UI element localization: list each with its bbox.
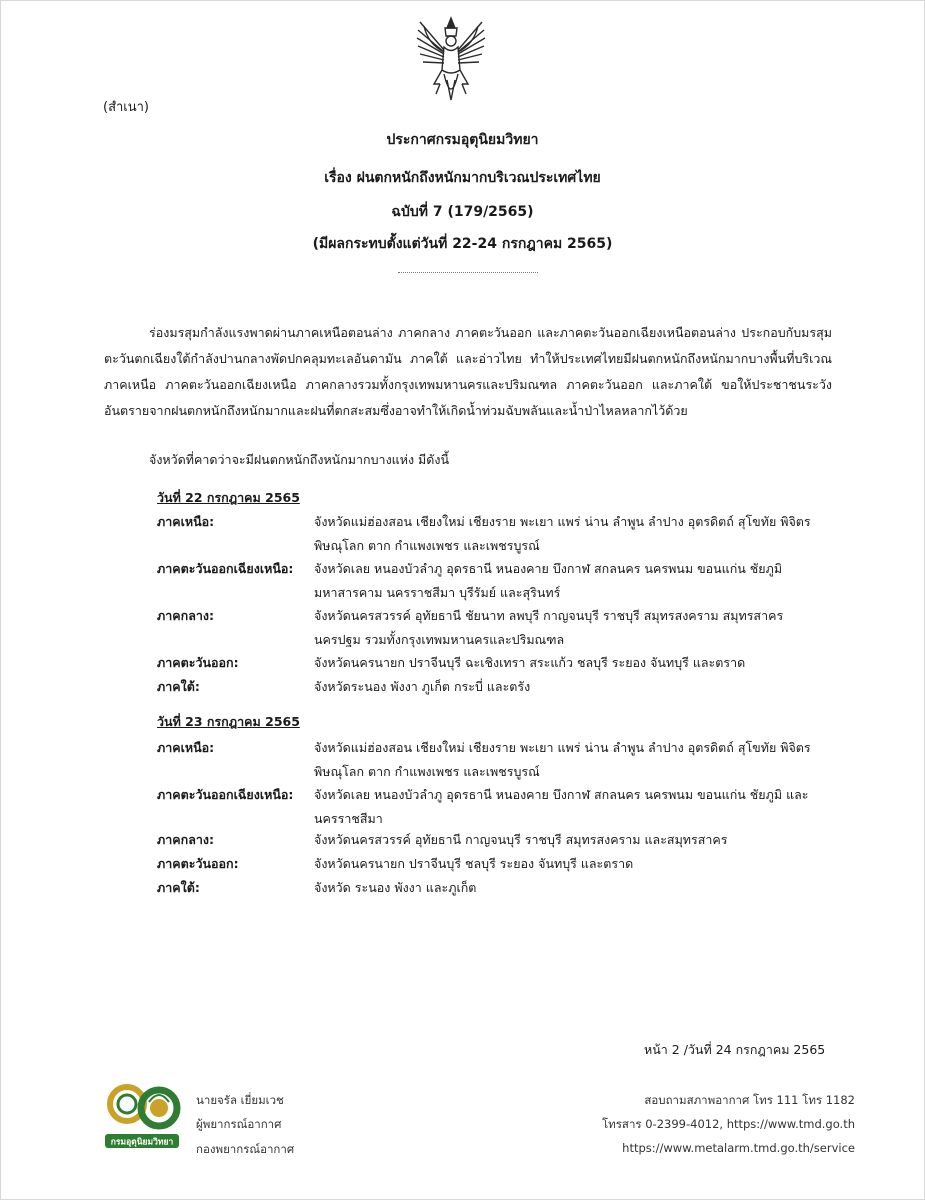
announcement-subject: เรื่อง ฝนตกหนักถึงหนักมากบริเวณประเทศไทย: [324, 170, 601, 186]
effective-period: (มีผลกระทบตั้งแต่วันที่ 22-24 กรกฎาคม 2565): [312, 236, 613, 252]
region-name: ภาคใต้:: [157, 880, 200, 895]
announcement-title: ประกาศกรมอุตุนิยมวิทยา: [386, 132, 539, 148]
region-provinces: จังหวัด ระนอง พังงา และภูเก็ต: [314, 880, 477, 895]
region-name: ภาคตะวันออกเฉียงเหนือ:: [157, 787, 294, 802]
signer-name: นายจรัล เยี่ยมเวช: [196, 1093, 284, 1107]
contact-fax-web: โทรสาร 0-2399-4012, https://www.tmd.go.th: [602, 1117, 855, 1131]
region-provinces: จังหวัดเลย หนองบัวลำภู อุดรธานี หนองคาย บึงกาฬ สกลนคร นครพนม ขอนแก่น ชัยภูมิ มหาสารคาม นครราชสีมา บุรีรัมย์ และสุรินทร์: [314, 561, 783, 600]
region-name: ภาคตะวันออก:: [157, 655, 239, 670]
region-provinces: จังหวัดนครสวรรค์ อุทัยธานี กาญจนบุรี ราชบุรี สมุทรสงคราม และสมุทรสาคร: [314, 832, 728, 847]
region-provinces: จังหวัดนครนายก ปราจีนบุรี ชลบุรี ระยอง จันทบุรี และตราด: [314, 856, 634, 871]
region-provinces: จังหวัดแม่ฮ่องสอน เชียงใหม่ เชียงราย พะเยา แพร่ น่าน ลำพูน ลำปาง อุตรดิตถ์ สุโขทัย พิจิตร พิษณุโลก ตาก กำแพงเพชร และเพชรบูรณ์: [314, 740, 811, 779]
logo-label: กรมอุตุนิยมวิทยา: [110, 1137, 174, 1148]
signer-department: กองพยากรณ์อากาศ: [196, 1142, 295, 1156]
region-provinces: จังหวัดเลย หนองบัวลำภู อุดรธานี หนองคาย บึงกาฬ สกลนคร นครพนม ขอนแก่น ชัยภูมิ และนครราชสีมา: [314, 787, 809, 826]
region-provinces: จังหวัดนครสวรรค์ อุทัยธานี ชัยนาท ลพบุรี กาญจนบุรี ราชบุรี สมุทรสงคราม สมุทรสาคร นครปฐม รวมทั้งกรุงเทพมหานครและปริมณฑล: [314, 608, 784, 647]
region-name: ภาคตะวันออกเฉียงเหนือ:: [157, 561, 294, 576]
province-intro: จังหวัดที่คาดว่าจะมีฝนตกหนักถึงหนักมากบางแห่ง มีดังนี้: [149, 452, 450, 467]
region-provinces: จังหวัดแม่ฮ่องสอน เชียงใหม่ เชียงราย พะเยา แพร่ น่าน ลำพูน ลำปาง อุตรดิตถ์ สุโขทัย พิจิตร พิษณุโลก ตาก กำแพงเพชร และเพชรบูรณ์: [314, 514, 811, 553]
page-number-date: หน้า 2 /วันที่ 24 กรกฎาคม 2565: [644, 1042, 826, 1057]
contact-service-url: https://www.metalarm.tmd.go.th/service: [622, 1141, 855, 1155]
signer-position: ผู้พยากรณ์อากาศ: [196, 1117, 282, 1131]
region-name: ภาคกลาง:: [157, 832, 214, 847]
title-divider: [398, 272, 538, 273]
announcement-issue: ฉบับที่ 7 (179/2565): [391, 204, 534, 220]
region-name: ภาคตะวันออก:: [157, 856, 239, 871]
region-name: ภาคกลาง:: [157, 608, 214, 623]
day-heading: วันที่ 22 กรกฎาคม 2565: [157, 490, 300, 505]
copy-label: (สำเนา): [103, 100, 150, 115]
garuda-emblem-icon: [414, 14, 488, 106]
day-heading: วันที่ 23 กรกฎาคม 2565: [157, 714, 300, 729]
region-name: ภาคเหนือ:: [157, 740, 215, 755]
body-paragraph: ร่องมรสุมกำลังแรงพาดผ่านภาคเหนือตอนล่าง ภาคกลาง ภาคตะวันออก และภาคตะวันออกเฉียงเหนือตอนล่าง ประกอบกับมรสุมตะวันตกเฉียงใต้กำลังปานกลางพัดปกคลุมทะเลอันดามัน ภาคใต้ และอ่าวไทย ทำให้ประเทศไทยมีฝนตกหนักถึงหนักมากบางพื้นที่บริเวณภาคเหนือ ภาคตะวันออกเฉียงเหนือ ภาคกลางรวมทั้งกรุงเทพมหานครและปริมณฑล ภาคตะวันออก และภาคใต้ ขอให้ประชาชนระวังอันตรายจากฝนตกหนักถึงหนักมากและฝนที่ตกสะสมซึ่งอาจทำให้เกิดน้ำท่วมฉับพลันและน้ำป่าไหลหลากไว้ด้วย: [104, 325, 832, 418]
tmd-80-logo-icon: [97, 1080, 187, 1158]
contact-phone: สอบถามสภาพอากาศ โทร 111 โทร 1182: [644, 1093, 855, 1107]
region-provinces: จังหวัดระนอง พังงา ภูเก็ต กระบี่ และตรัง: [314, 679, 531, 694]
region-name: ภาคเหนือ:: [157, 514, 215, 529]
region-provinces: จังหวัดนครนายก ปราจีนบุรี ฉะเชิงเทรา สระแก้ว ชลบุรี ระยอง จันทบุรี และตราด: [314, 655, 746, 670]
region-name: ภาคใต้:: [157, 679, 200, 694]
